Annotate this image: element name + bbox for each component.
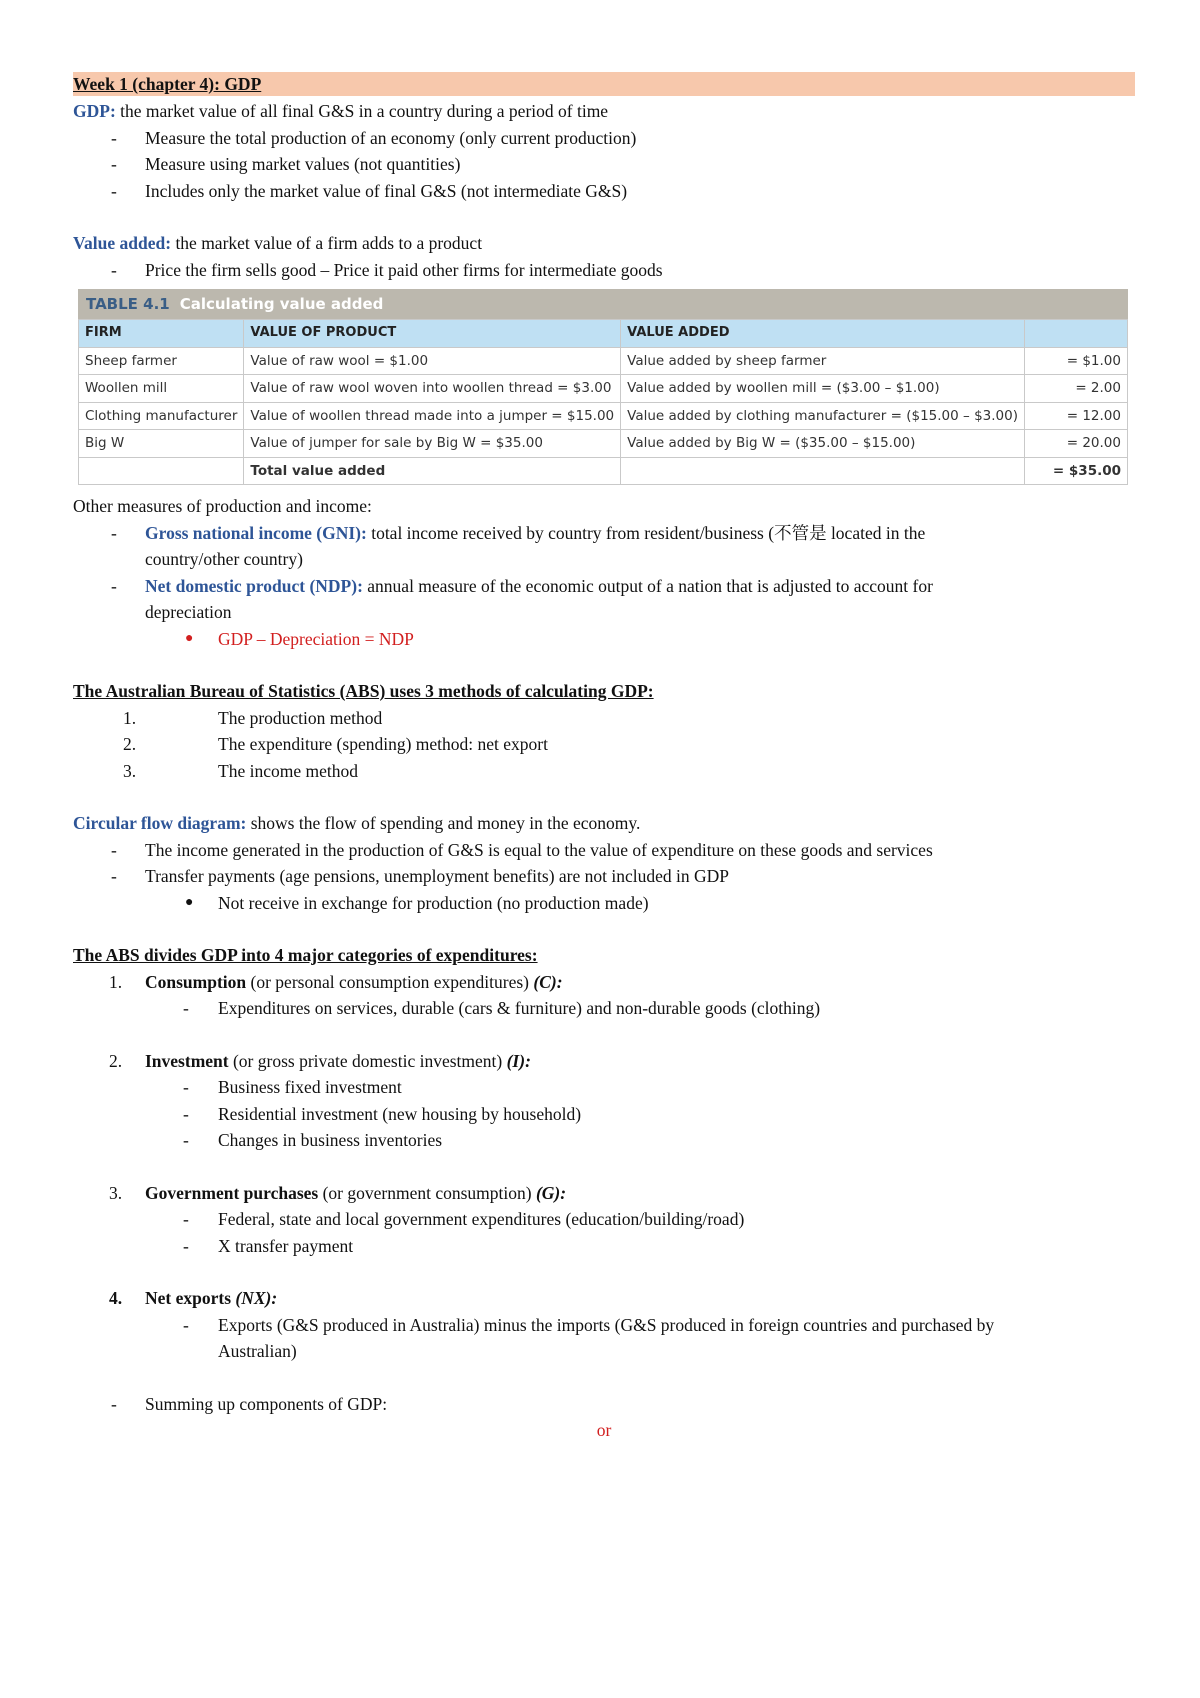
list-item: - Price the firm sells good – Price it paid other firms for intermediate goods bbox=[111, 259, 663, 280]
other-measures-intro: Other measures of production and income: bbox=[73, 496, 372, 516]
abs-methods-heading: The Australian Bureau of Statistics (ABS) uses 3 methods of calculating GDP: bbox=[73, 681, 654, 701]
category-government-purchases: 3. Government purchases (or government consumption) (G): bbox=[109, 1182, 567, 1203]
list-item: - X transfer payment bbox=[183, 1235, 354, 1256]
gdp-term: GDP: bbox=[73, 101, 116, 121]
circular-flow-definition: Circular flow diagram: shows the flow of spending and money in the economy. bbox=[73, 813, 641, 833]
list-item: - Measure the total production of an economy (only current production) bbox=[111, 127, 637, 148]
list-item: - Gross national income (GNI): total income received by country from resident/business (不管是 located in the bbox=[111, 522, 926, 543]
list-item-continued: country/other country) bbox=[145, 549, 303, 569]
summing-line: - Summing up components of GDP: bbox=[111, 1393, 388, 1414]
gni-term: Gross national income (GNI): bbox=[145, 522, 367, 543]
list-item: - The income generated in the production of G&S is equal to the value of expenditure on these goods and services bbox=[111, 839, 933, 860]
value-added-definition: Value added: the market value of a firm adds to a product bbox=[73, 233, 483, 253]
category-net-exports: 4. Net exports (NX): bbox=[109, 1288, 278, 1308]
list-item: - Expenditures on services, durable (cars & furniture) and non-durable goods (clothing) bbox=[183, 998, 821, 1018]
table-header-row: FIRM VALUE OF PRODUCT VALUE ADDED bbox=[79, 320, 1128, 348]
circular-flow-term: Circular flow diagram: bbox=[73, 813, 247, 833]
week-heading: Week 1 (chapter 4): GDP bbox=[73, 72, 1135, 96]
value-added-table-figure bbox=[78, 289, 1128, 485]
table-number: TABLE 4.1 bbox=[86, 295, 170, 313]
table-row: Big W Value of jumper for sale by Big W = $35.00 Value added by Big W = ($35.00 – $15.00) = 20.00 bbox=[79, 430, 1128, 458]
list-item: - Exports (G&S produced in Australia) minus the imports (G&S produced in foreign countries and purchased by bbox=[183, 1314, 995, 1335]
list-item: - Federal, state and local government expenditures (education/building/road) bbox=[183, 1209, 745, 1229]
list-sub-item: ● Not receive in exchange for production (no production made) bbox=[185, 892, 649, 913]
gdp-def-text: the market value of all final G&S in a country during a period of time bbox=[115, 101, 609, 121]
categories-heading: The ABS divides GDP into 4 major categories of expenditures: bbox=[73, 945, 538, 965]
document-page bbox=[73, 72, 1135, 1444]
list-item: - Includes only the market value of final G&S (not intermediate G&S) bbox=[111, 180, 628, 201]
table-title: TABLE 4.1 Calculating value added bbox=[78, 289, 1128, 319]
table-row: Sheep farmer Value of raw wool = $1.00 Value added by sheep farmer = $1.00 bbox=[79, 347, 1128, 375]
list-item-continued: Australian) bbox=[218, 1341, 297, 1361]
list-item: - Changes in business inventories bbox=[183, 1130, 443, 1150]
ndp-formula: ● GDP – Depreciation = NDP bbox=[185, 628, 414, 649]
list-item: 3. The income method bbox=[123, 760, 358, 781]
list-item: 2. The expenditure (spending) method: net export bbox=[123, 734, 548, 754]
list-item: 1. The production method bbox=[123, 707, 383, 728]
list-item: - Business fixed investment bbox=[183, 1077, 402, 1097]
list-item: - Residential investment (new housing by household) bbox=[183, 1103, 582, 1124]
table-row: Clothing manufacturer Value of woollen thread made into a jumper = $15.00 Value added by clothing manufacturer = ($15.00 – $3.00) = 12.00 bbox=[79, 402, 1128, 430]
or-text: or bbox=[596, 1420, 612, 1440]
table-total-row: Total value added = $35.00 bbox=[79, 457, 1128, 485]
gdp-definition bbox=[73, 98, 1135, 125]
table-row: Woollen mill Value of raw wool woven into woollen thread = $3.00 Value added by woollen mill = ($3.00 – $1.00) = 2.00 bbox=[79, 375, 1128, 403]
category-investment: 2. Investment (or gross private domestic investment) (I): bbox=[109, 1050, 531, 1071]
list-item: - Transfer payments (age pensions, unemployment benefits) are not included in GDP bbox=[111, 866, 730, 886]
list-item: - Measure using market values (not quantities) bbox=[111, 154, 461, 174]
category-consumption: 1. Consumption (or personal consumption expenditures) (C): bbox=[109, 971, 563, 992]
list-item-continued: depreciation bbox=[145, 602, 232, 622]
value-added-table bbox=[78, 319, 1128, 485]
list-item: - Net domestic product (NDP): annual measure of the economic output of a nation that is adjusted to account for bbox=[111, 575, 933, 596]
value-added-term: Value added: bbox=[73, 233, 172, 253]
ndp-term: Net domestic product (NDP): bbox=[145, 575, 363, 596]
